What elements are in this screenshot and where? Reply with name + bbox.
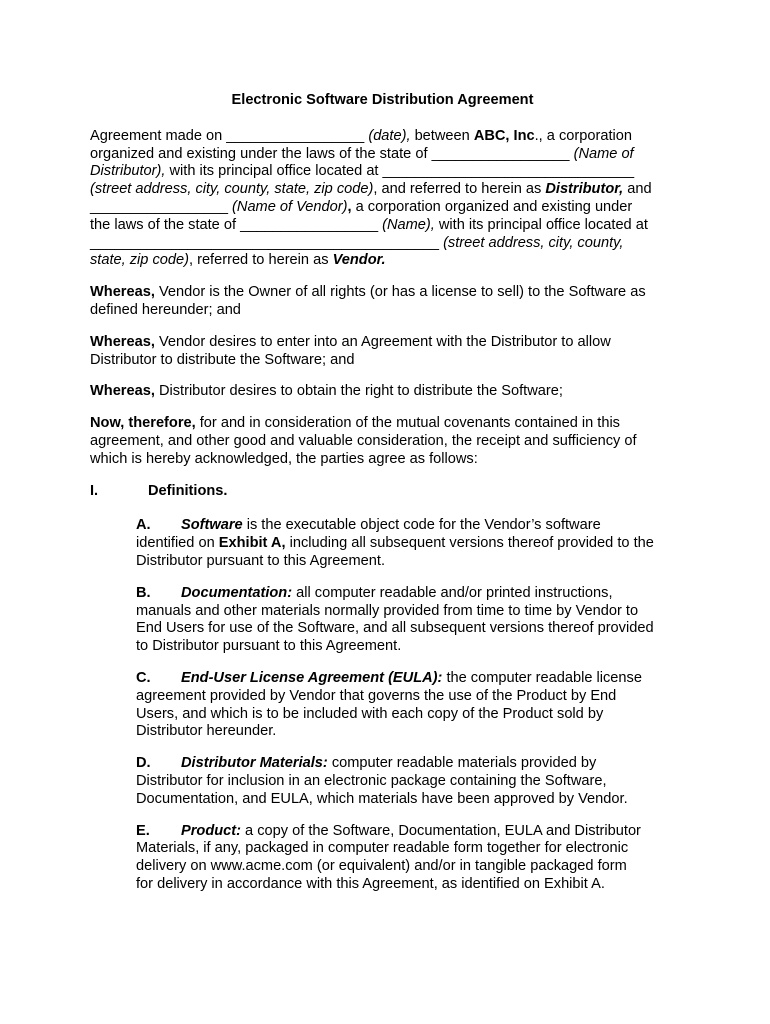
- text-line: [136, 517, 690, 535]
- text-line: [136, 603, 690, 621]
- text-run: organized and existing under the laws of the state of: [90, 145, 432, 162]
- text-run: (date),: [364, 127, 411, 144]
- text-run: Materials, if any, packaged in computer readable form together for electronic: [136, 840, 629, 857]
- subsection-letter: B.: [136, 584, 151, 601]
- text-line: [136, 858, 690, 876]
- text-run: Software: [181, 517, 243, 534]
- text-run: , referred to herein as: [188, 252, 333, 269]
- text-line: [90, 302, 690, 320]
- text-run: Vendor desires to enter into an Agreement with the Distributor to allow: [154, 333, 611, 350]
- document-page: [90, 92, 690, 908]
- text-line: [136, 840, 690, 858]
- text-run: including all subsequent versions thereof provided to the: [285, 535, 654, 552]
- blank-fill-line: ___________________________________________: [90, 234, 440, 251]
- text-run: for delivery in accordance with this Agreement, as identified on Exhibit A.: [136, 875, 605, 892]
- paragraph: [90, 284, 690, 320]
- text-run: End-User License Agreement (EULA):: [181, 669, 443, 686]
- paragraph: [90, 128, 690, 270]
- paragraph: [90, 383, 690, 401]
- text-run: computer readable materials provided by: [327, 755, 597, 772]
- text-run: (Name of Vendor): [227, 198, 348, 215]
- text-run: Distributor),: [90, 163, 166, 180]
- text-run: a copy of the Software, Documentation, EULA and Distributor: [241, 822, 641, 839]
- text-run: identified on: [136, 535, 219, 552]
- text-line: [90, 163, 690, 181]
- text-line: [90, 217, 690, 235]
- text-line: [90, 334, 690, 352]
- text-run: Distributor Materials:: [181, 755, 328, 772]
- definition-paragraph: [136, 755, 690, 808]
- text-run: ABC, Inc: [473, 127, 535, 144]
- text-run: Distributor,: [545, 181, 624, 198]
- text-run: Vendor is the Owner of all rights (or has a license to sell) to the Software as: [154, 284, 646, 301]
- text-line: [136, 823, 690, 841]
- subsection-letter: A.: [136, 517, 151, 534]
- text-line: [136, 755, 690, 773]
- text-run: state, zip code): [90, 252, 189, 269]
- text-run: and: [623, 181, 652, 198]
- text-line: [90, 352, 690, 370]
- text-line: [90, 451, 690, 469]
- text-run: Product:: [181, 822, 241, 839]
- text-run: (street address, city, county,: [439, 234, 624, 251]
- text-run: Whereas,: [90, 333, 155, 350]
- text-run: Users, and which is to be included with each copy of the Product sold by: [136, 705, 604, 722]
- paragraph: [90, 415, 690, 468]
- text-run: with its principal office located at: [165, 163, 383, 180]
- text-run: which is hereby acknowledged, the parties agree as follows:: [90, 450, 478, 467]
- text-line: [90, 483, 690, 501]
- definition-paragraph: [136, 517, 690, 570]
- blank-fill-line: _________________: [226, 127, 365, 144]
- text-run: delivery on www.acme.com (or equivalent) and/or in tangible packaged form: [136, 858, 627, 875]
- text-line: [90, 146, 690, 164]
- text-run: with its principal office located at: [434, 216, 648, 233]
- text-run: (Name),: [378, 216, 435, 233]
- definition-paragraph: [136, 823, 690, 894]
- section-heading: [90, 483, 690, 501]
- text-run: ., a corporation: [534, 127, 632, 144]
- text-run: agreement provided by Vendor that governs the use of the Product by End: [136, 687, 617, 704]
- text-line: [136, 723, 690, 741]
- text-run: Whereas,: [90, 383, 155, 400]
- text-run: the computer readable license: [442, 669, 642, 686]
- blank-fill-line: _______________________________: [382, 163, 635, 180]
- text-run: Whereas,: [90, 284, 155, 301]
- text-run: Exhibit A,: [218, 535, 286, 552]
- text-run: all computer readable and/or printed instructions,: [292, 584, 613, 601]
- text-run: Distributor to distribute the Software; and: [90, 351, 355, 368]
- text-line: [90, 252, 690, 270]
- text-run: agreement, and other good and valuable consideration, the receipt and sufficiency of: [90, 432, 637, 449]
- text-run: Agreement made on: [90, 127, 227, 144]
- text-run: Distributor for inclusion in an electronic package containing the Software,: [136, 772, 607, 789]
- text-run: Documentation:: [181, 584, 293, 601]
- text-line: [136, 638, 690, 656]
- definition-paragraph: [136, 585, 690, 656]
- text-line: [136, 670, 690, 688]
- document-body: [90, 128, 690, 894]
- text-run: is the executable object code for the Vendor’s software: [242, 517, 601, 534]
- text-line: [136, 553, 690, 571]
- blank-fill-line: _________________: [431, 145, 570, 162]
- text-line: [90, 235, 690, 253]
- text-line: [90, 284, 690, 302]
- text-line: [136, 688, 690, 706]
- text-line: [90, 383, 690, 401]
- subsection-letter: E.: [136, 822, 150, 839]
- text-run: to Distributor pursuant to this Agreement.: [136, 638, 402, 655]
- text-line: [90, 128, 690, 146]
- text-run: for and in consideration of the mutual covenants contained in this: [195, 415, 620, 432]
- subsection-letter: C.: [136, 669, 151, 686]
- section-number: I.: [90, 482, 99, 499]
- text-run: defined hereunder; and: [90, 301, 241, 318]
- text-run: Vendor.: [332, 252, 386, 269]
- text-run: (street address, city, county, state, zip code): [90, 181, 374, 198]
- text-line: [136, 535, 690, 553]
- text-run: a corporation organized and existing under: [351, 198, 633, 215]
- subsection-letter: D.: [136, 755, 151, 772]
- text-line: [136, 585, 690, 603]
- text-line: [90, 181, 690, 199]
- text-line: [136, 706, 690, 724]
- text-line: [90, 433, 690, 451]
- blank-fill-line: _________________: [240, 216, 379, 233]
- text-run: ,: [347, 198, 352, 215]
- text-run: Documentation, and EULA, which materials have been approved by Vendor.: [136, 790, 628, 807]
- text-run: the laws of the state of: [90, 216, 241, 233]
- text-run: Distributor hereunder.: [136, 723, 277, 740]
- text-run: manuals and other materials normally provided from time to time by Vendor to: [136, 602, 639, 619]
- text-line: [90, 415, 690, 433]
- text-line: [136, 876, 690, 894]
- document-title: Electronic Software Distribution Agreement: [231, 92, 534, 108]
- text-line: [90, 199, 690, 217]
- text-run: (Name of: [569, 145, 634, 162]
- blank-fill-line: _________________: [90, 198, 228, 215]
- text-run: between: [410, 127, 474, 144]
- text-run: End Users for use of the Software, and all subsequent versions thereof provided: [136, 620, 654, 637]
- text-line: [136, 620, 690, 638]
- text-line: [136, 791, 690, 809]
- text-run: Definitions.: [148, 482, 228, 499]
- paragraph: [90, 334, 690, 370]
- definition-paragraph: [136, 670, 690, 741]
- text-run: Distributor desires to obtain the right to distribute the Software;: [154, 383, 563, 400]
- text-line: [136, 773, 690, 791]
- text-run: , and referred to herein as: [373, 181, 546, 198]
- text-run: Distributor pursuant to this Agreement.: [136, 552, 386, 569]
- text-run: Now, therefore,: [90, 415, 196, 432]
